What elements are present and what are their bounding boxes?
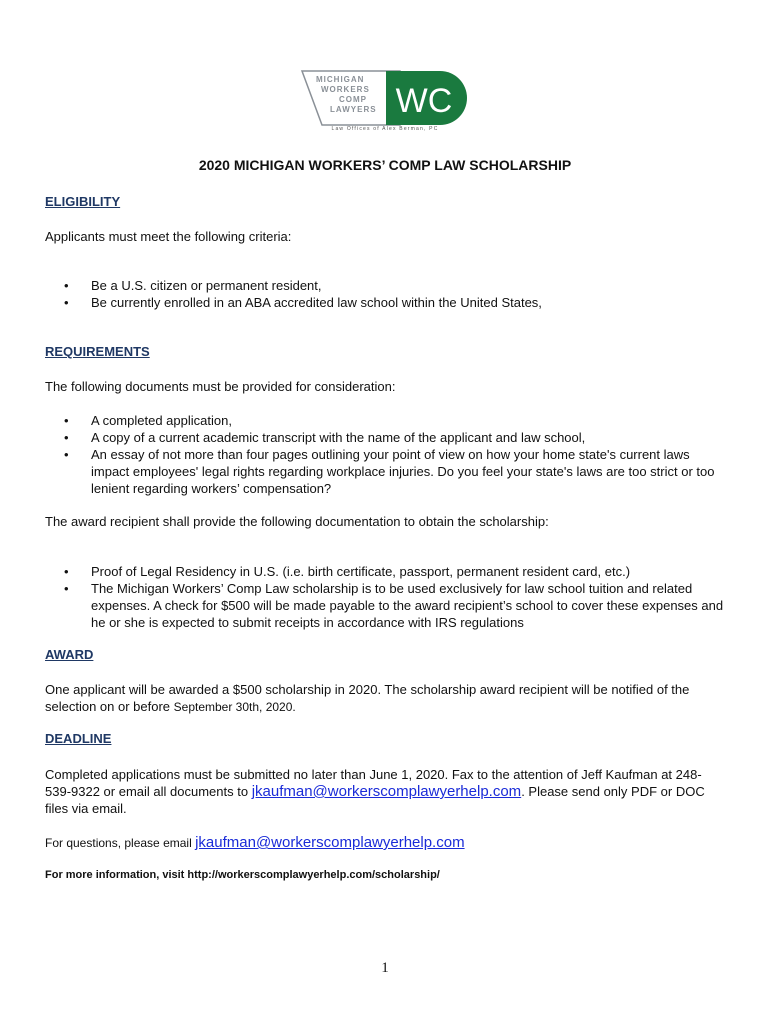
list-item: • The Michigan Workers’ Comp Law scholarship is to be used exclusively for law school tuition and related expenses. A check for $500 will be made payable to the award recipient’s school to cover these expenses and he or she is expected to submit receipts in accordance with IRS regulations: [64, 581, 724, 630]
deadline-email-link[interactable]: jkaufman@workerscomplawyerhelp.com: [251, 783, 522, 800]
bullet-icon: •: [64, 295, 69, 310]
logo-line-1: MICHIGAN: [316, 75, 365, 84]
list-item: • Be currently enrolled in an ABA accredited law school within the United States,: [64, 295, 542, 310]
logo-mark: WC: [395, 82, 453, 120]
firm-logo: [300, 70, 470, 134]
eligibility-list: [64, 277, 724, 311]
list-item: • A completed application,: [64, 413, 232, 428]
logo-tagline: Law Offices of Alex Berman, PC: [331, 126, 439, 132]
recipient-intro: The award recipient shall provide the following documentation to obtain the scholarship:: [45, 514, 549, 529]
bullet-icon: •: [64, 581, 69, 596]
list-item: • A copy of a current academic transcript with the name of the applicant and law school,: [64, 430, 586, 445]
recipient-list: [64, 563, 724, 631]
page-number: 1: [381, 960, 389, 976]
award-text: One applicant will be awarded a $500 scholarship in 2020. The scholarship award recipient will be notified of the selection on or before September 30th, 2020.: [45, 682, 690, 714]
logo-line-2: WORKERS: [321, 85, 370, 94]
bullet-icon: •: [64, 447, 69, 462]
award-heading: AWARD: [45, 647, 94, 662]
bullet-icon: •: [64, 278, 69, 293]
questions-email-link[interactable]: jkaufman@workerscomplawyerhelp.com: [195, 834, 465, 851]
deadline-text: Completed applications must be submitted no later than June 1, 2020. Fax to the attention of Jeff Kaufman at 248-539-9322 or email all documents to jkaufman@workerscomplawyerhelp.com. Please send only PDF or DOC files via email.: [45, 767, 705, 816]
bullet-icon: •: [64, 430, 69, 445]
list-item: • An essay of not more than four pages outlining your point of view on how your home state's current laws impact employees' legal rights regarding workplace injuries. Do you feel your state's laws are too strict or too lenient regarding workers’ compensation?: [64, 447, 715, 496]
logo-line-3: COMP: [339, 95, 367, 104]
more-info-note: For more information, visit http://workerscomplawyerhelp.com/scholarship/: [45, 869, 440, 881]
logo-graphic: [300, 70, 470, 126]
requirements-list: [64, 412, 724, 497]
eligibility-heading: ELIGIBILITY: [45, 194, 121, 209]
bullet-icon: •: [64, 564, 69, 579]
requirements-heading: REQUIREMENTS: [45, 344, 150, 359]
questions-text: For questions, please email jkaufman@workerscomplawyerhelp.com: [45, 834, 465, 851]
award-date: September 30th, 2020.: [173, 700, 296, 714]
eligibility-intro: Applicants must meet the following criteria:: [45, 229, 292, 244]
logo-line-4: LAWYERS: [330, 105, 377, 114]
deadline-heading: DEADLINE: [45, 731, 112, 746]
page-title: 2020 MICHIGAN WORKERS’ COMP LAW SCHOLARSHIP: [198, 157, 572, 173]
requirements-intro: The following documents must be provided for consideration:: [45, 379, 396, 394]
list-item: • Proof of Legal Residency in U.S. (i.e. birth certificate, passport, permanent resident card, etc.): [64, 564, 631, 579]
bullet-icon: •: [64, 413, 69, 428]
list-item: • Be a U.S. citizen or permanent resident,: [64, 278, 322, 293]
